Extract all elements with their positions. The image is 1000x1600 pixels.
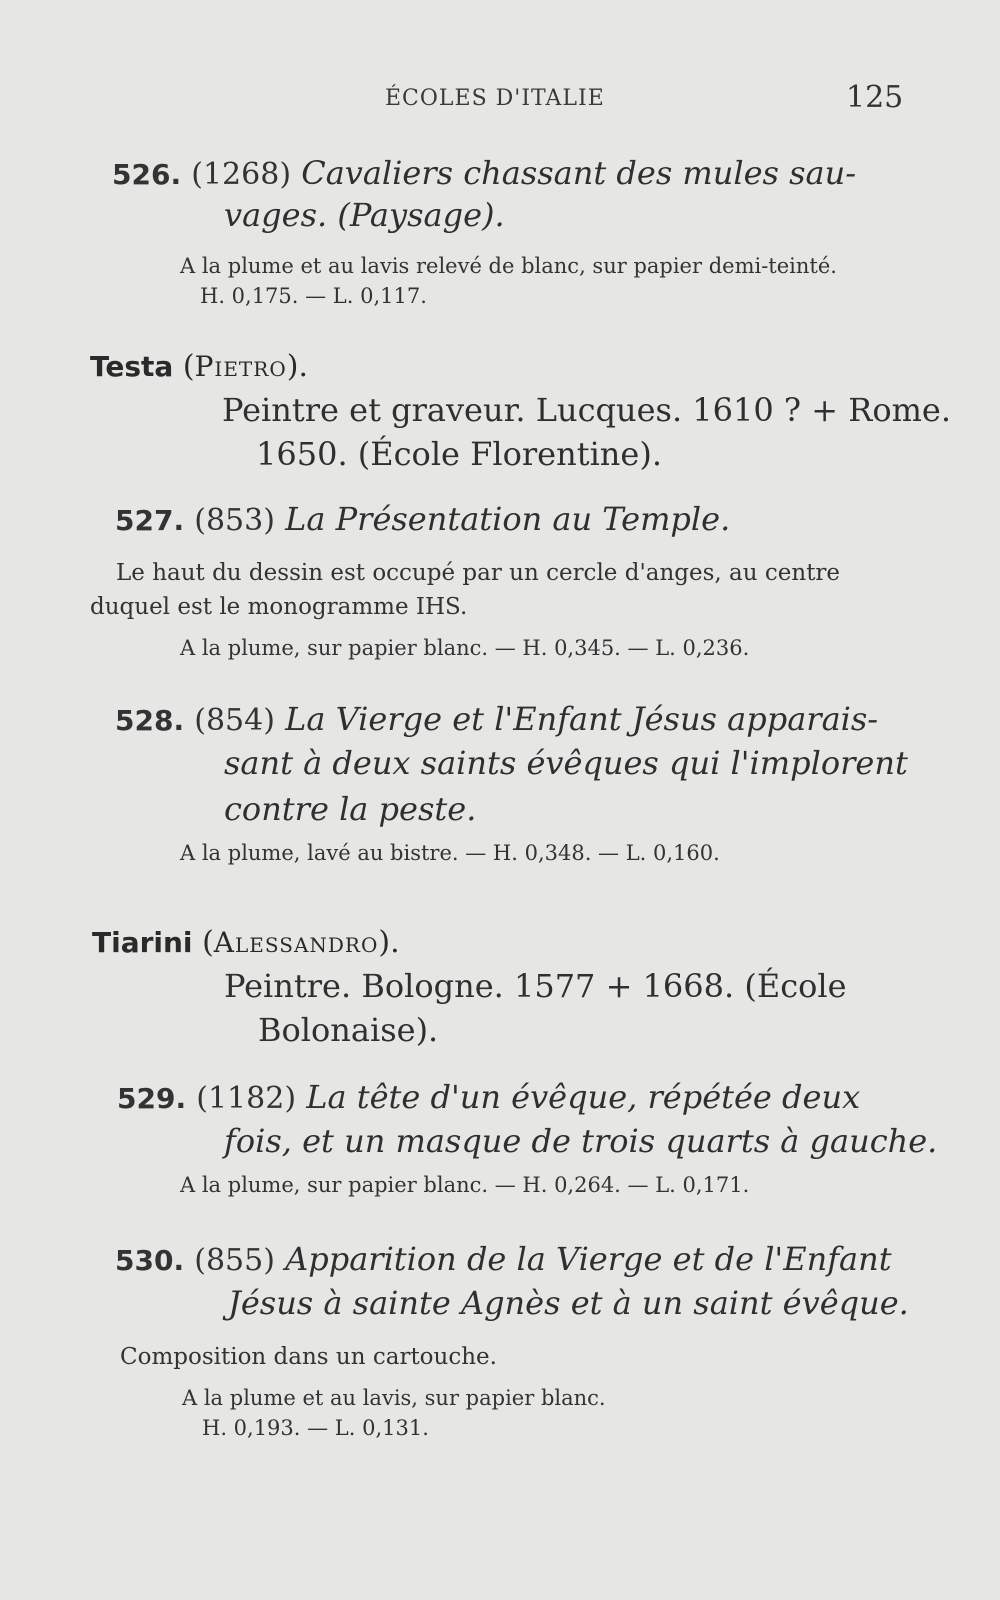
entry-dimensions: H. 0,193. — L. 0,131.: [202, 1416, 429, 1440]
entry-technique-note: A la plume et au lavis relevé de blanc, sur papier demi-teinté.: [180, 254, 837, 278]
artist-paren-open: (: [202, 925, 214, 960]
artist-heading: [92, 924, 400, 962]
artist-given-name: Pietro: [194, 350, 287, 383]
artist-given-name: Alessandro: [213, 926, 379, 959]
entry-description: Composition dans un cartouche.: [120, 1344, 497, 1370]
entry-title: La Vierge et l'Enfant Jésus apparais-: [285, 700, 879, 738]
entry-title-continuation: fois, et un masque de trois quarts à gauche.: [224, 1122, 938, 1160]
entry-number: 526.: [112, 158, 182, 191]
entry-technique-note: A la plume et au lavis, sur papier blanc.: [182, 1386, 606, 1410]
entry-description: Le haut du dessin est occupé par un cercle d'anges, au centre: [116, 560, 841, 586]
entry-dimensions: H. 0,175. — L. 0,117.: [200, 284, 427, 308]
entry-title-continuation: sant à deux saints évêques qui l'implorent: [224, 744, 908, 782]
entry-reference: (1182): [196, 1081, 297, 1116]
entry-number: 527.: [115, 504, 185, 537]
entry-title-continuation: vages. (Paysage).: [224, 196, 505, 234]
entry-reference: (853): [194, 503, 275, 538]
entry-technique-note: A la plume, sur papier blanc. — H. 0,264. — L. 0,171.: [180, 1173, 750, 1197]
entry-title-continuation: contre la peste.: [224, 790, 477, 828]
entry-title-continuation: Jésus à sainte Agnès et à un saint évêque.: [228, 1284, 909, 1322]
running-title: ÉCOLES D'ITALIE: [385, 86, 605, 111]
entry-technique-note: A la plume, sur papier blanc. — H. 0,345. — L. 0,236.: [180, 636, 750, 660]
entry-title-line: [112, 154, 856, 194]
artist-biography-line: Peintre et graveur. Lucques. 1610 ? + Rome.: [222, 391, 952, 429]
artist-paren-open: (: [182, 349, 195, 384]
entry-number: 530.: [115, 1244, 185, 1277]
entry-title: Cavaliers chassant des mules sau-: [301, 154, 857, 192]
artist-paren-close: ).: [378, 925, 400, 960]
artist-biography-line: Bolonaise).: [258, 1011, 439, 1049]
entry-title-line: [117, 1078, 860, 1118]
entry-title: La Présentation au Temple.: [285, 500, 731, 538]
entry-title-line: [115, 500, 730, 540]
artist-biography-line: 1650. (École Florentine).: [256, 435, 662, 473]
entry-reference: (1268): [191, 157, 292, 192]
artist-surname: Testa: [90, 350, 174, 383]
entry-reference: (854): [194, 703, 275, 738]
artist-surname: Tiarini: [92, 926, 193, 959]
entry-reference: (855): [194, 1243, 275, 1278]
entry-title-line: [115, 1240, 892, 1280]
entry-number: 528.: [115, 704, 185, 737]
entry-technique-note: A la plume, lavé au bistre. — H. 0,348. — L. 0,160.: [180, 841, 720, 865]
page-number: 125: [846, 80, 904, 115]
artist-heading: [90, 348, 308, 386]
artist-paren-close: ).: [286, 349, 308, 384]
running-head: [0, 80, 1000, 120]
entry-title: La tête d'un évêque, répétée deux: [306, 1078, 861, 1116]
artist-biography-line: Peintre. Bologne. 1577 + 1668. (École: [224, 967, 847, 1005]
entry-number: 529.: [117, 1082, 187, 1115]
entry-title: Apparition de la Vierge et de l'Enfant: [285, 1240, 892, 1278]
entry-title-line: [115, 700, 878, 740]
entry-description: duquel est le monogramme IHS.: [90, 594, 468, 620]
